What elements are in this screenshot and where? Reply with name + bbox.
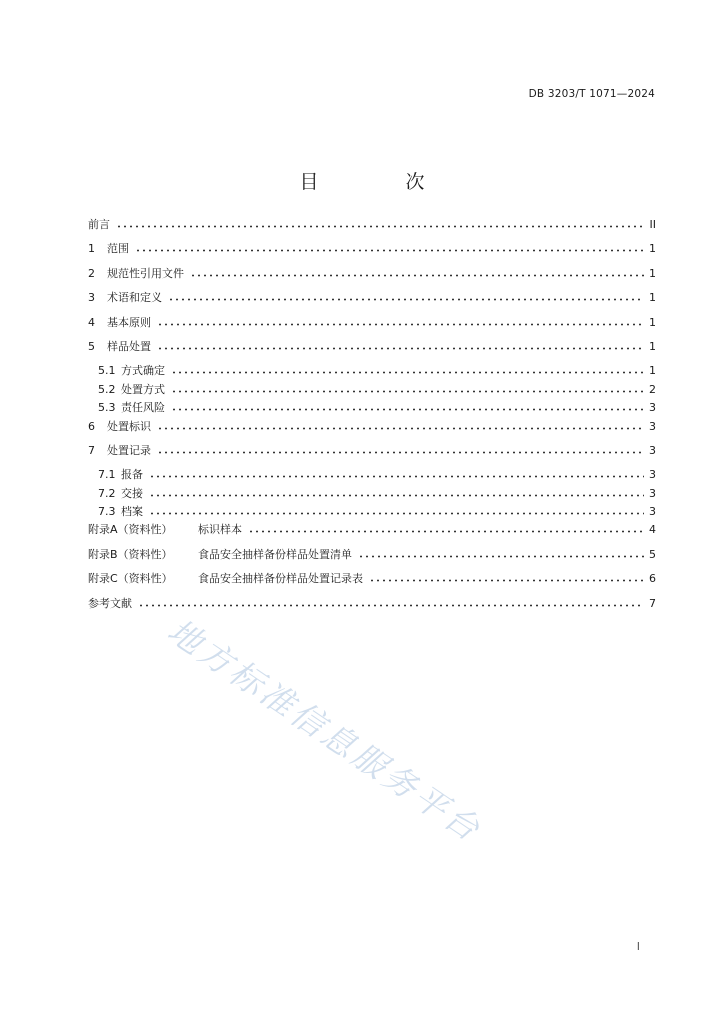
toc-entry-page: 3	[649, 401, 656, 415]
toc-entry-page: 1	[649, 315, 656, 329]
dot-leader	[157, 340, 644, 350]
toc-entry[interactable]	[88, 572, 656, 596]
toc-entry[interactable]	[88, 291, 656, 315]
toc-entry-title: 食品安全抽样备份样品处置清单	[198, 547, 352, 561]
toc-entry-title: 处置标识	[107, 419, 151, 433]
toc-entry-page: 6	[649, 572, 656, 586]
toc-entry[interactable]	[88, 444, 656, 468]
document-code: DB 3203/T 1071—2024	[528, 88, 655, 100]
toc-entry-page: 3	[649, 443, 656, 457]
toc-entry-page: 5	[649, 547, 656, 561]
toc-entry-title: 处置方式	[121, 382, 165, 396]
toc-entry-title: 样品处置	[107, 339, 151, 353]
dot-leader	[157, 444, 644, 454]
toc-entry[interactable]	[88, 548, 656, 572]
table-of-contents	[88, 218, 656, 621]
toc-entry-title: 交接	[121, 486, 143, 500]
toc-entry-title: 食品安全抽样备份样品处置记录表	[198, 572, 363, 586]
toc-entry-title: 方式确定	[121, 364, 165, 378]
watermark: 地方标准信息服务平台	[160, 610, 490, 851]
toc-entry-page: 7	[649, 596, 656, 610]
toc-entry[interactable]	[88, 487, 656, 505]
dot-leader	[135, 242, 644, 252]
toc-entry-number: 2	[88, 266, 95, 280]
toc-entry-number: 5.3	[98, 401, 116, 415]
toc-entry-page: 4	[649, 523, 656, 537]
dot-leader	[149, 505, 644, 515]
toc-entry-number: 5.2	[98, 382, 116, 396]
toc-entry[interactable]	[88, 364, 656, 382]
toc-entry-page: 2	[649, 382, 656, 396]
toc-entry-number: 1	[88, 242, 95, 256]
toc-entry-page: 1	[649, 364, 656, 378]
dot-leader	[369, 572, 644, 582]
dot-leader	[168, 291, 644, 301]
toc-entry-title: 范围	[107, 242, 129, 256]
toc-entry-title: 规范性引用文件	[107, 266, 184, 280]
toc-entry-number: 附录C（资料性）	[88, 572, 173, 586]
toc-entry-number: 7	[88, 443, 95, 457]
toc-entry[interactable]	[88, 316, 656, 340]
page-number: I	[636, 940, 640, 953]
dot-leader	[358, 548, 644, 558]
dot-leader	[190, 267, 644, 277]
toc-entry[interactable]	[88, 420, 656, 444]
toc-entry-number: 3	[88, 291, 95, 305]
toc-entry-title: 参考文献	[88, 596, 132, 610]
toc-entry-page: 3	[649, 468, 656, 482]
dot-leader	[116, 218, 644, 228]
toc-entry-title: 档案	[121, 505, 143, 519]
toc-entry[interactable]	[88, 505, 656, 523]
toc-entry[interactable]	[88, 218, 656, 242]
toc-entry-number: 4	[88, 315, 95, 329]
toc-entry-number: 7.1	[98, 468, 116, 482]
toc-entry-title: 标识样本	[198, 523, 242, 537]
dot-leader	[171, 383, 644, 393]
toc-entry-title: 报备	[121, 468, 143, 482]
toc-entry[interactable]	[88, 383, 656, 401]
toc-entry-title: 基本原则	[107, 315, 151, 329]
toc-entry-number: 6	[88, 419, 95, 433]
toc-entry-page: 3	[649, 419, 656, 433]
toc-entry[interactable]	[88, 340, 656, 364]
dot-leader	[171, 364, 644, 374]
toc-entry-page: 1	[649, 266, 656, 280]
dot-leader	[157, 420, 644, 430]
toc-entry-page: II	[649, 218, 656, 231]
toc-entry-page: 1	[649, 291, 656, 305]
toc-entry-number: 7.2	[98, 486, 116, 500]
toc-entry-page: 1	[649, 339, 656, 353]
toc-entry[interactable]	[88, 401, 656, 419]
dot-leader	[138, 597, 644, 607]
toc-entry-page: 3	[649, 486, 656, 500]
dot-leader	[149, 487, 644, 497]
toc-entry-page: 1	[649, 242, 656, 256]
toc-entry-title: 前言	[88, 218, 110, 231]
dot-leader	[171, 401, 644, 411]
toc-entry-number: 7.3	[98, 505, 116, 519]
toc-entry-title: 术语和定义	[107, 291, 162, 305]
toc-entry-number: 5.1	[98, 364, 116, 378]
toc-entry[interactable]	[88, 267, 656, 291]
toc-entry-number: 附录A（资料性）	[88, 523, 173, 537]
toc-entry-number: 附录B（资料性）	[88, 547, 173, 561]
toc-entry[interactable]	[88, 242, 656, 266]
dot-leader	[157, 316, 644, 326]
toc-entry-title: 责任风险	[121, 401, 165, 415]
toc-entry[interactable]	[88, 597, 656, 621]
toc-entry-page: 3	[649, 505, 656, 519]
toc-entry-number: 5	[88, 339, 95, 353]
toc-entry-title: 处置记录	[107, 443, 151, 457]
toc-entry[interactable]	[88, 523, 656, 547]
toc-entry[interactable]	[88, 468, 656, 486]
page-title: 目 次	[299, 170, 459, 193]
dot-leader	[149, 468, 644, 478]
dot-leader	[248, 523, 644, 533]
